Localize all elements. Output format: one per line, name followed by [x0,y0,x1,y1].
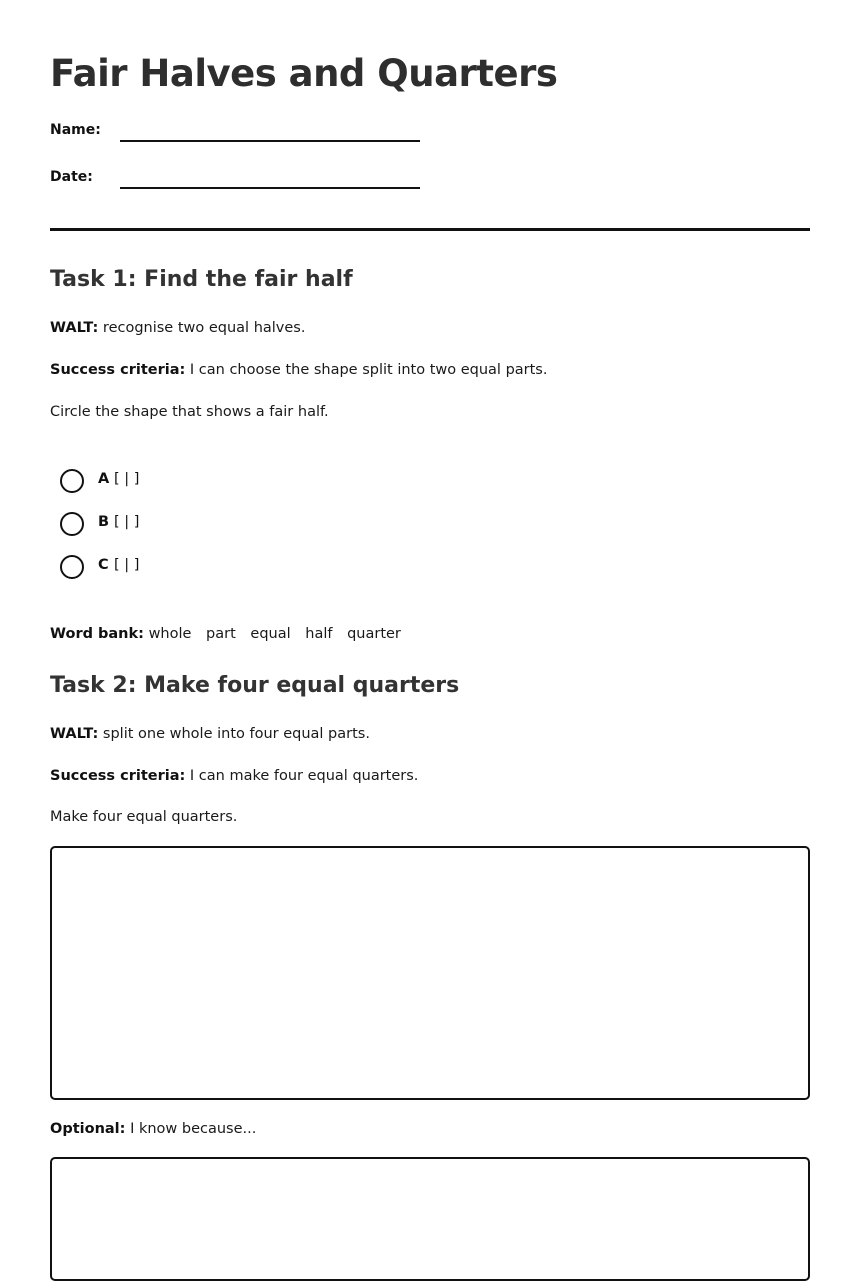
word-bank-label: Word bank: [50,626,144,642]
option-b-radio[interactable] [60,512,84,536]
word-bank-word: quarter [347,626,401,642]
word-bank-word: part [206,626,236,642]
page-title: Fair Halves and Quarters [50,52,558,95]
task1-walt-text: recognise two equal halves. [102,320,306,336]
task1-heading: Task 1: Find the fair half [50,267,353,292]
task2-success-text: I can make four equal quarters. [189,768,419,784]
option-c[interactable] [60,555,220,581]
date-label: Date: [50,169,93,185]
word-bank-word: half [305,626,333,642]
word-bank-word: whole [148,626,192,642]
optional-prompt [50,1119,256,1139]
option-a[interactable] [60,469,220,495]
option-c-letter: C [98,557,109,573]
task2-success-label: Success criteria: [50,768,186,784]
option-b-shape: [ | ] [114,514,140,530]
date-field-row [50,169,430,199]
optional-label: Optional: [50,1121,126,1137]
task1-walt-label: WALT: [50,320,99,336]
option-c-shape: [ | ] [114,557,140,573]
task2-instruction: Make four equal quarters. [50,809,238,825]
task2-answer-box[interactable] [50,846,810,1100]
optional-text: I know because... [130,1121,257,1137]
optional-answer-box[interactable] [50,1157,810,1281]
task2-success-criteria [50,766,418,786]
word-bank-word: equal [250,626,291,642]
name-label: Name: [50,122,101,138]
option-a-radio[interactable] [60,469,84,493]
task2-walt-text: split one whole into four equal parts. [102,726,370,742]
header-divider [50,228,810,231]
task2-walt [50,724,370,744]
task1-success-label: Success criteria: [50,362,186,378]
task1-walt [50,318,305,338]
task1-success-text: I can choose the shape split into two equal parts. [189,362,548,378]
option-b[interactable] [60,512,220,538]
option-c-radio[interactable] [60,555,84,579]
task2-walt-label: WALT: [50,726,99,742]
task2-heading: Task 2: Make four equal quarters [50,673,460,698]
option-b-letter: B [98,514,110,530]
word-bank-words [149,626,411,642]
task1-instruction: Circle the shape that shows a fair half. [50,404,329,420]
name-field[interactable] [120,140,420,142]
option-a-letter: A [98,471,110,487]
option-a-shape: [ | ] [114,471,140,487]
name-field-row [50,122,430,152]
date-field[interactable] [120,187,420,189]
task1-success-criteria [50,360,547,380]
word-bank [50,624,411,644]
